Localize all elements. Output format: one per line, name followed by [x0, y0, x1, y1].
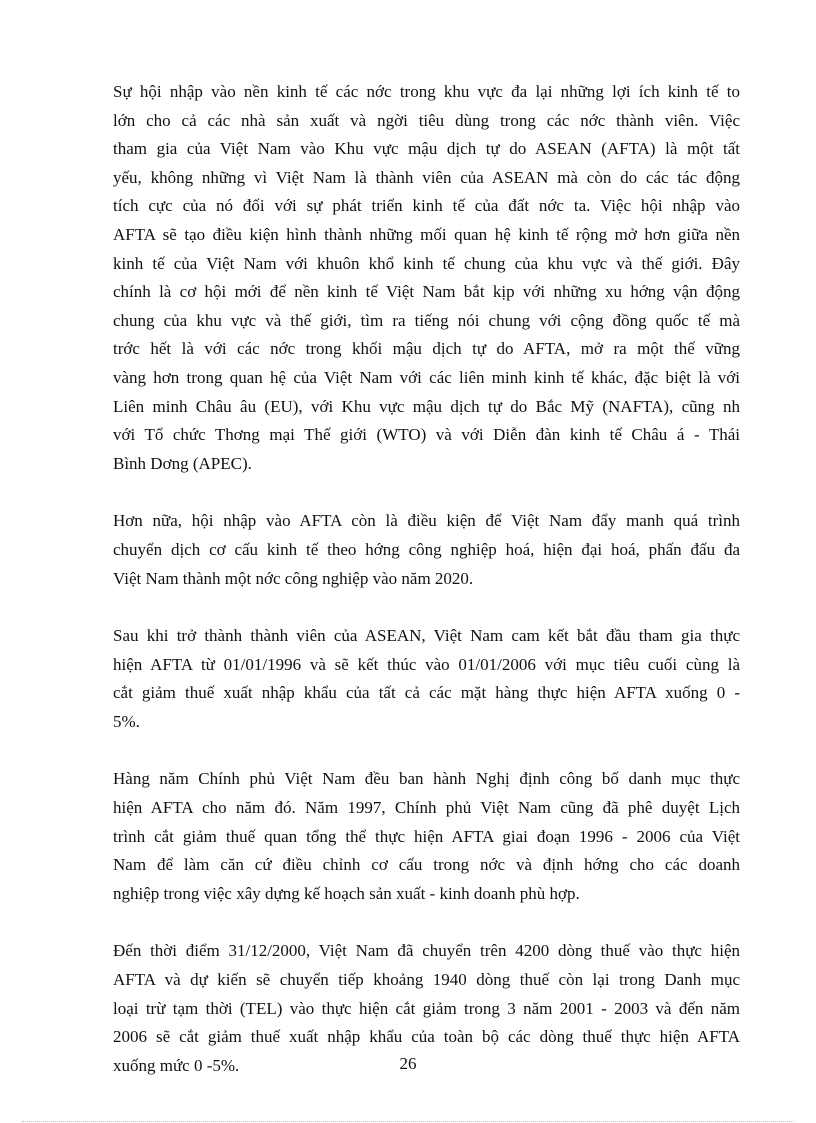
paragraph-line: hiện AFTA cho năm đó. Năm 1997, Chính phủ Việt Nam cũng đã phê duyệt Lịch: [113, 798, 740, 818]
paragraph-line: Hơn nữa, hội nhập vào AFTA còn là điều kiện để Việt Nam đẩy manh quá trình: [113, 511, 740, 531]
paragraph-line: lớn cho cả các nhà sản xuất và ngời tiêu dùng trong các nớc thành viên. Việc: [113, 110, 740, 130]
paragraph-line: chính là cơ hội mới để nền kinh tế Việt Nam bắt kịp với những xu hớng vận động: [113, 282, 740, 302]
paragraph-line: chung của khu vực và thế giới, tìm ra tiếng nói chung với cộng đồng quốc tế mà: [113, 310, 740, 330]
paragraph-line: 5%.: [113, 711, 140, 731]
document-body: [113, 78, 740, 1080]
paragraph-line: Liên minh Châu âu (EU), với Khu vực mậu dịch tự do Bắc Mỹ (NAFTA), cũng nh: [113, 396, 740, 416]
paragraph-line: 2006 sẽ cắt giảm thuế xuất nhập khẩu của toàn bộ các dòng thuế thực hiện AFTA: [113, 1027, 740, 1047]
paragraph-line: AFTA và dự kiến sẽ chuyển tiếp khoảng 1940 dòng thuế còn lại trong Danh mục: [113, 970, 740, 990]
paragraph-line: kinh tế của Việt Nam với khuôn khổ kinh tế chung của khu vực và thế giới. Đây: [113, 253, 740, 273]
paragraph-line: loại trừ tạm thời (TEL) vào thực hiện cắt giảm trong 3 năm 2001 - 2003 và đến năm: [113, 998, 740, 1018]
paragraph-line: yếu, không những vì Việt Nam là thành viên của ASEAN mà còn do các tác động: [113, 167, 740, 187]
paragraph-2: [113, 507, 740, 593]
page-number: 26: [399, 1054, 417, 1073]
paragraph-line: cắt giảm thuế xuất nhập khẩu của tất cả các mặt hàng thực hiện AFTA xuống 0 -: [113, 683, 740, 703]
paragraph-line: nghiệp trong việc xây dựng kế hoạch sản xuất - kinh doanh phù hợp.: [113, 883, 580, 903]
paragraph-line: Sau khi trở thành thành viên của ASEAN, Việt Nam cam kết bắt đầu tham gia thực: [113, 626, 740, 646]
paragraph-line: Nam để làm căn cứ điều chỉnh cơ cấu trong nớc và định hớng cho các doanh: [113, 855, 740, 875]
paragraph-4: [113, 765, 740, 908]
page-bottom-divider: [22, 1121, 794, 1122]
paragraph-line: Đến thời điểm 31/12/2000, Việt Nam đã chuyển trên 4200 dòng thuế vào thực hiện: [113, 941, 740, 961]
paragraph-line: Bình Dơng (APEC).: [113, 453, 252, 473]
paragraph-line: tham gia của Việt Nam vào Khu vực mậu dịch tự do ASEAN (AFTA) là một tất: [113, 139, 740, 159]
paragraph-line: trình cắt giảm thuế quan tổng thể thực hiện AFTA giai đoạn 1996 - 2006 của Việt: [113, 826, 740, 846]
paragraph-line: Việt Nam thành một nớc công nghiệp vào năm 2020.: [113, 568, 474, 588]
paragraph-1: [113, 78, 740, 478]
paragraph-line: Sự hội nhập vào nền kinh tế các nớc trong khu vực đa lại những lợi ích kinh tế to: [113, 82, 740, 101]
paragraph-line: xuống mức 0 -5%.: [113, 1055, 240, 1075]
paragraph-line: tích cực của nó đối với sự phát triển kinh tế của đất nớc ta. Việc hội nhập vào: [113, 196, 740, 216]
paragraph-3: [113, 622, 740, 736]
paragraph-line: AFTA sẽ tạo điều kiện hình thành những mối quan hệ kinh tế rộng mở hơn giữa nền: [113, 224, 740, 244]
paragraph-line: Hàng năm Chính phủ Việt Nam đều ban hành Nghị định công bố danh mục thực: [113, 769, 740, 789]
paragraph-line: vàng hơn trong quan hệ của Việt Nam với các liên minh kinh tế khác, đặc biệt là với: [113, 367, 740, 387]
paragraph-line: với Tổ chức Thơng mại Thế giới (WTO) và với Diễn đàn kinh tế Châu á - Thái: [113, 425, 740, 445]
paragraph-line: chuyển dịch cơ cấu kinh tế theo hớng công nghiệp hoá, hiện đại hoá, phấn đấu đa: [113, 539, 740, 559]
paragraph-line: trớc hết là với các nớc trong khối mậu dịch tự do AFTA, mở ra một thế vững: [113, 339, 740, 359]
paragraph-line: hiện AFTA từ 01/01/1996 và sẽ kết thúc vào 01/01/2006 với mục tiêu cuối cùng là: [113, 654, 740, 674]
